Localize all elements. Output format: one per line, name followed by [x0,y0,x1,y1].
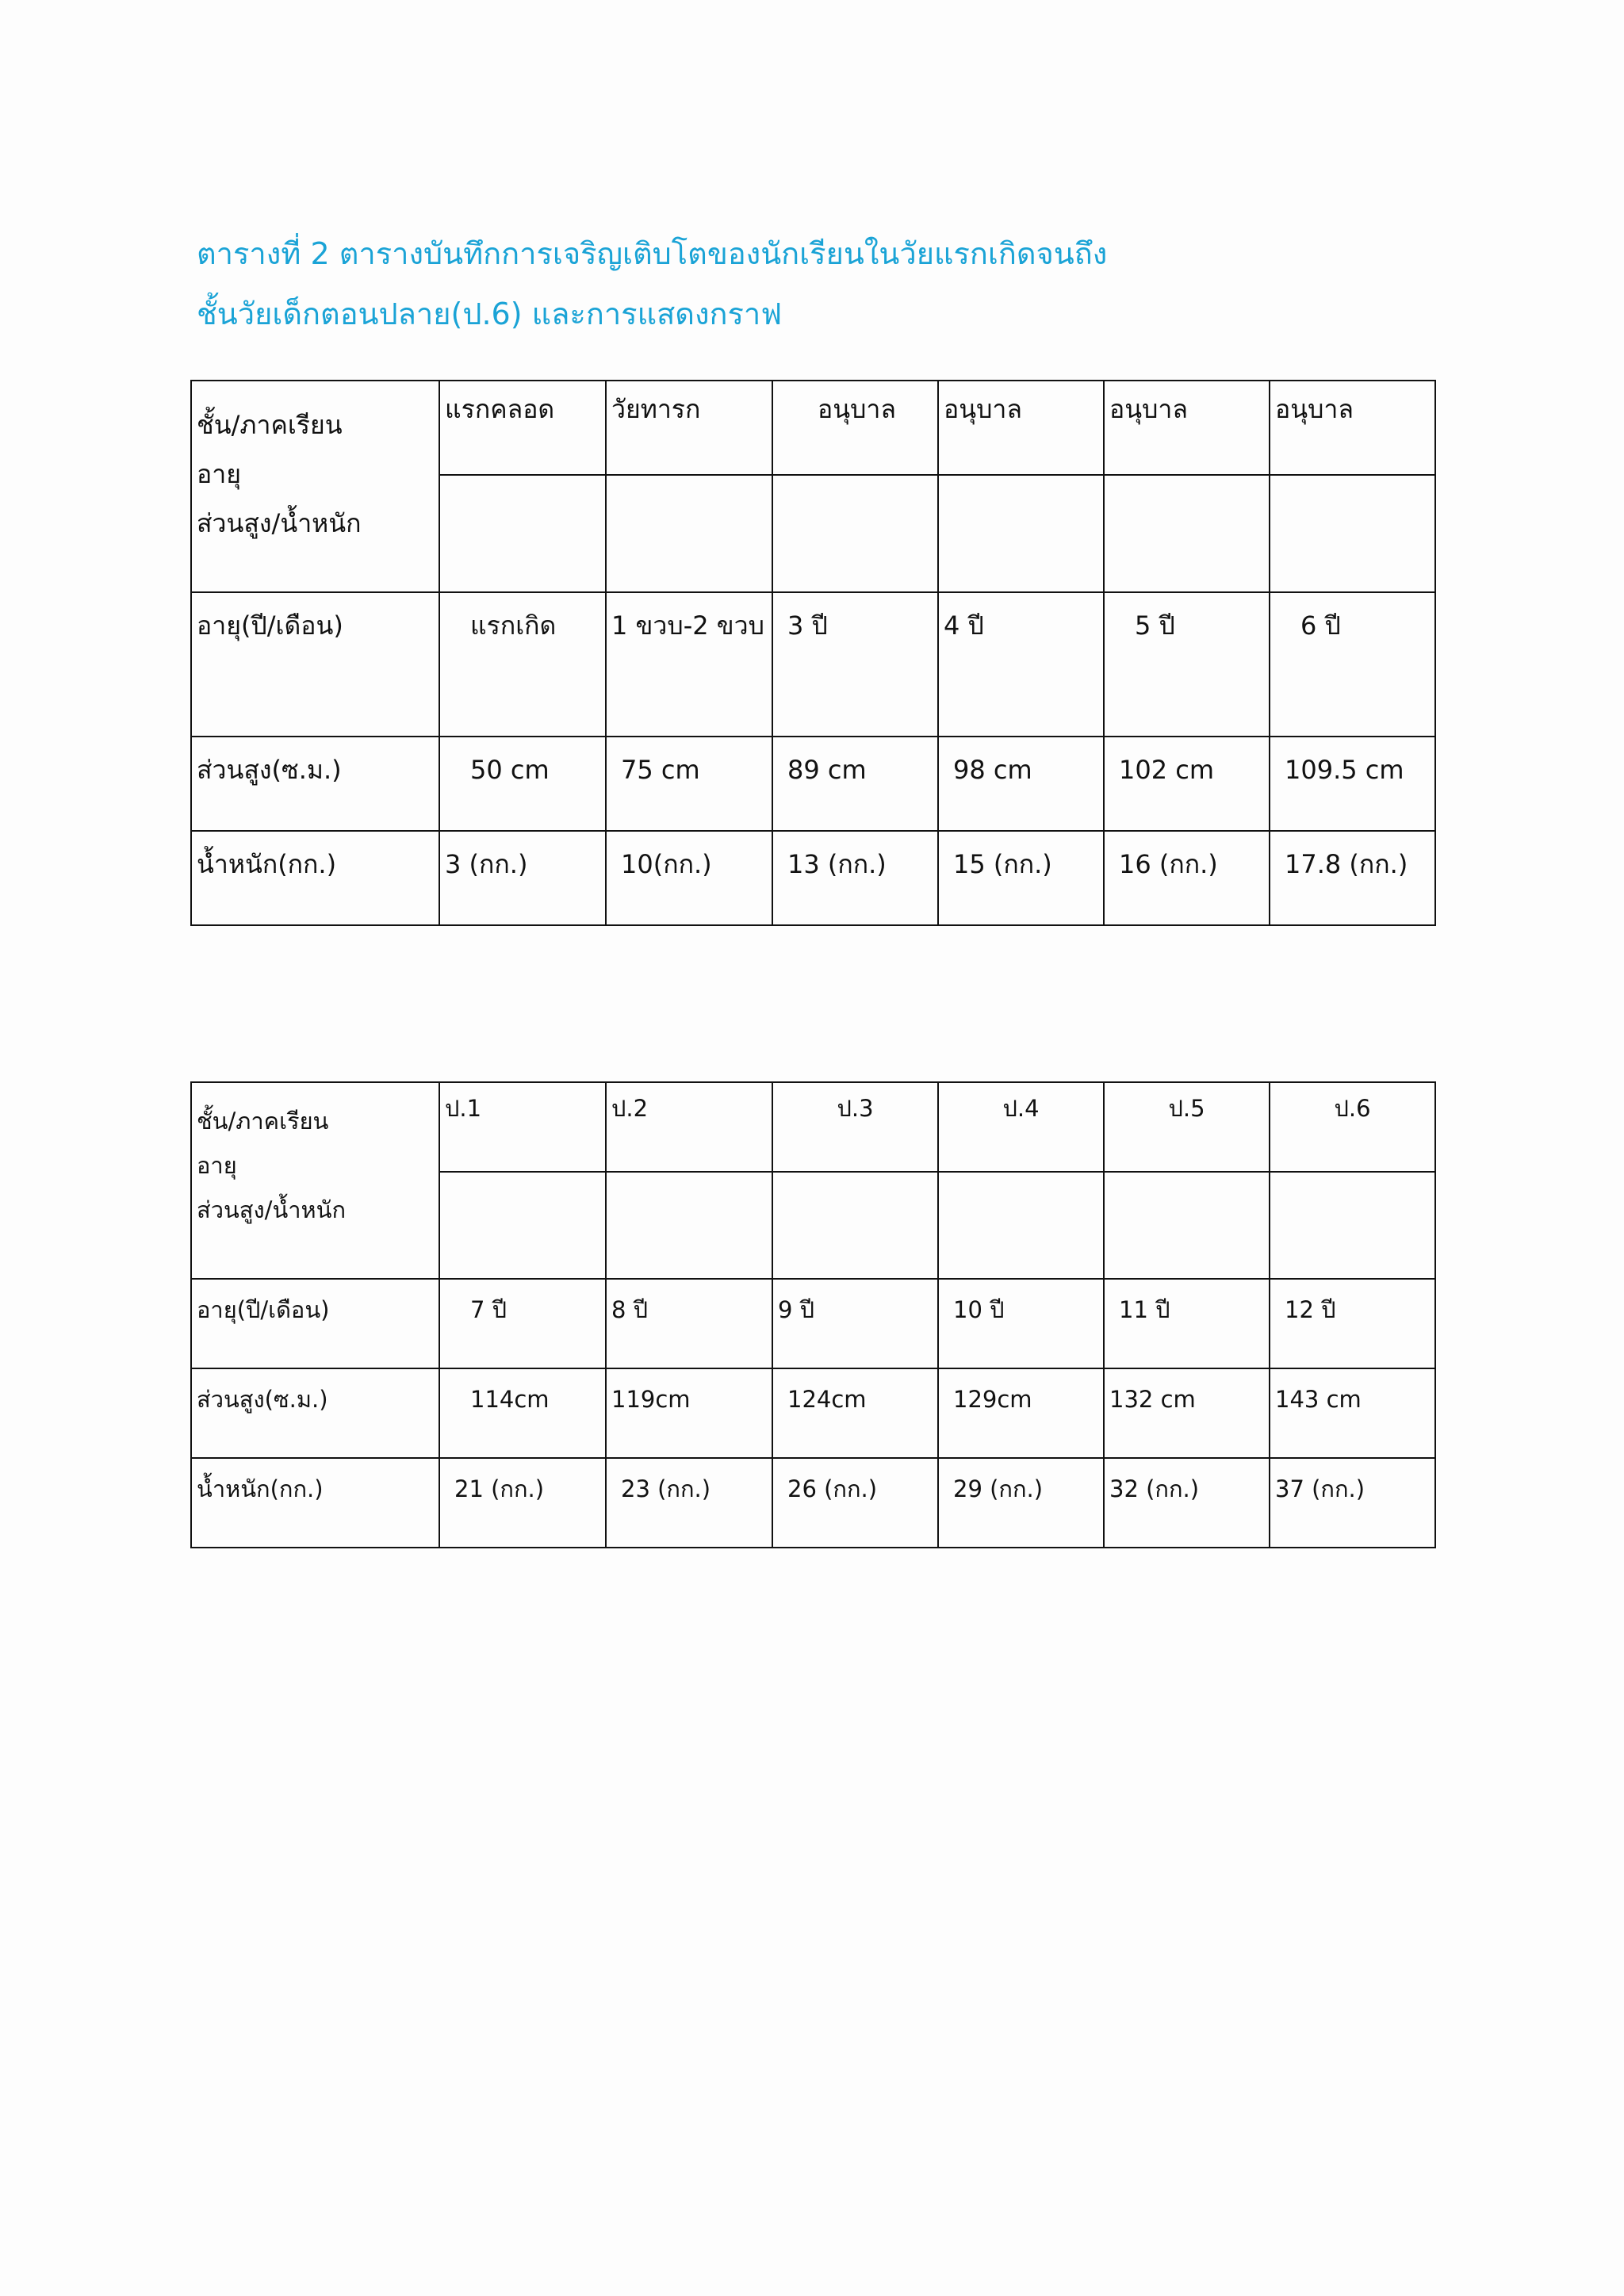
weight-cell: 10(กก.) [606,831,772,925]
level-cell: อนุบาล [938,381,1104,475]
age-cell: 1 ขวบ-2 ขวบ [606,592,772,737]
empty-cell [1104,1172,1270,1279]
height-label: ส่วนสูง(ซ.ม.) [191,1368,439,1458]
height-cell: 50 cm [439,737,606,831]
level-cell: ป.3 [772,1082,938,1172]
age-cell: 6 ปี [1270,592,1435,737]
growth-table-primary [190,1081,1436,1548]
weight-cell: 37 (กก.) [1270,1458,1435,1548]
height-cell: 143 cm [1270,1368,1435,1458]
height-cell: 129cm [938,1368,1104,1458]
weight-cell: 16 (กก.) [1104,831,1270,925]
height-cell: 102 cm [1104,737,1270,831]
height-cell: 89 cm [772,737,938,831]
row-header-cell [191,1082,439,1279]
weight-cell: 17.8 (กก.) [1270,831,1435,925]
height-label: ส่วนสูง(ซ.ม.) [191,737,439,831]
height-cell: 132 cm [1104,1368,1270,1458]
title-line-1: ตารางที่ 2 ตารางบันทึกการเจริญเติบโตของนักเรียนในวัยแรกเกิดจนถึง [197,236,1108,271]
level-cell: ป.2 [606,1082,772,1172]
level-cell: อนุบาล [772,381,938,475]
weight-cell: 13 (กก.) [772,831,938,925]
height-cell: 114cm [439,1368,606,1458]
age-cell: 7 ปี [439,1279,606,1368]
empty-cell [772,1172,938,1279]
age-cell: แรกเกิด [439,592,606,737]
empty-cell [439,475,606,592]
title-line-2: ชั้นวัยเด็กตอนปลาย(ป.6) และการแสดงกราฟ [197,297,783,331]
growth-table-early [190,380,1436,926]
weight-cell: 29 (กก.) [938,1458,1104,1548]
row-header-level: ชั้น/ภาคเรียน [197,1108,329,1135]
row-header-level: ชั้น/ภาคเรียน [197,410,343,440]
age-cell: 11 ปี [1104,1279,1270,1368]
age-cell: 12 ปี [1270,1279,1435,1368]
empty-cell [772,475,938,592]
level-cell: แรกคลอด [439,381,606,475]
level-cell: อนุบาล [1270,381,1435,475]
empty-cell [606,1172,772,1279]
age-label: อายุ(ปี/เดือน) [191,1279,439,1368]
weight-cell: 3 (กก.) [439,831,606,925]
row-header-cell [191,381,439,592]
row-header-height-weight: ส่วนสูง/น้ำหนัก [197,1196,347,1223]
weight-label: น้ำหนัก(กก.) [191,1458,439,1548]
empty-cell [606,475,772,592]
level-cell: ป.4 [938,1082,1104,1172]
age-cell: 9 ปี [772,1279,938,1368]
height-cell: 119cm [606,1368,772,1458]
empty-cell [1270,1172,1435,1279]
row-header-height-weight: ส่วนสูง/น้ำหนัก [197,508,362,538]
age-cell: 10 ปี [938,1279,1104,1368]
empty-cell [439,1172,606,1279]
age-cell: 5 ปี [1104,592,1270,737]
empty-cell [938,475,1104,592]
height-cell: 109.5 cm [1270,737,1435,831]
level-cell: ป.1 [439,1082,606,1172]
page-title [197,224,1107,344]
height-cell: 124cm [772,1368,938,1458]
weight-cell: 15 (กก.) [938,831,1104,925]
height-cell: 98 cm [938,737,1104,831]
row-header-age: อายุ [197,1152,237,1179]
height-cell: 75 cm [606,737,772,831]
empty-cell [938,1172,1104,1279]
age-cell: 8 ปี [606,1279,772,1368]
weight-cell: 21 (กก.) [439,1458,606,1548]
weight-label: น้ำหนัก(กก.) [191,831,439,925]
level-cell: ป.5 [1104,1082,1270,1172]
empty-cell [1270,475,1435,592]
weight-cell: 23 (กก.) [606,1458,772,1548]
empty-cell [1104,475,1270,592]
weight-cell: 26 (กก.) [772,1458,938,1548]
age-cell: 4 ปี [938,592,1104,737]
row-header-age: อายุ [197,459,241,489]
age-cell: 3 ปี [772,592,938,737]
weight-cell: 32 (กก.) [1104,1458,1270,1548]
level-cell: ป.6 [1270,1082,1435,1172]
level-cell: วัยทารก [606,381,772,475]
level-cell: อนุบาล [1104,381,1270,475]
age-label: อายุ(ปี/เดือน) [191,592,439,737]
